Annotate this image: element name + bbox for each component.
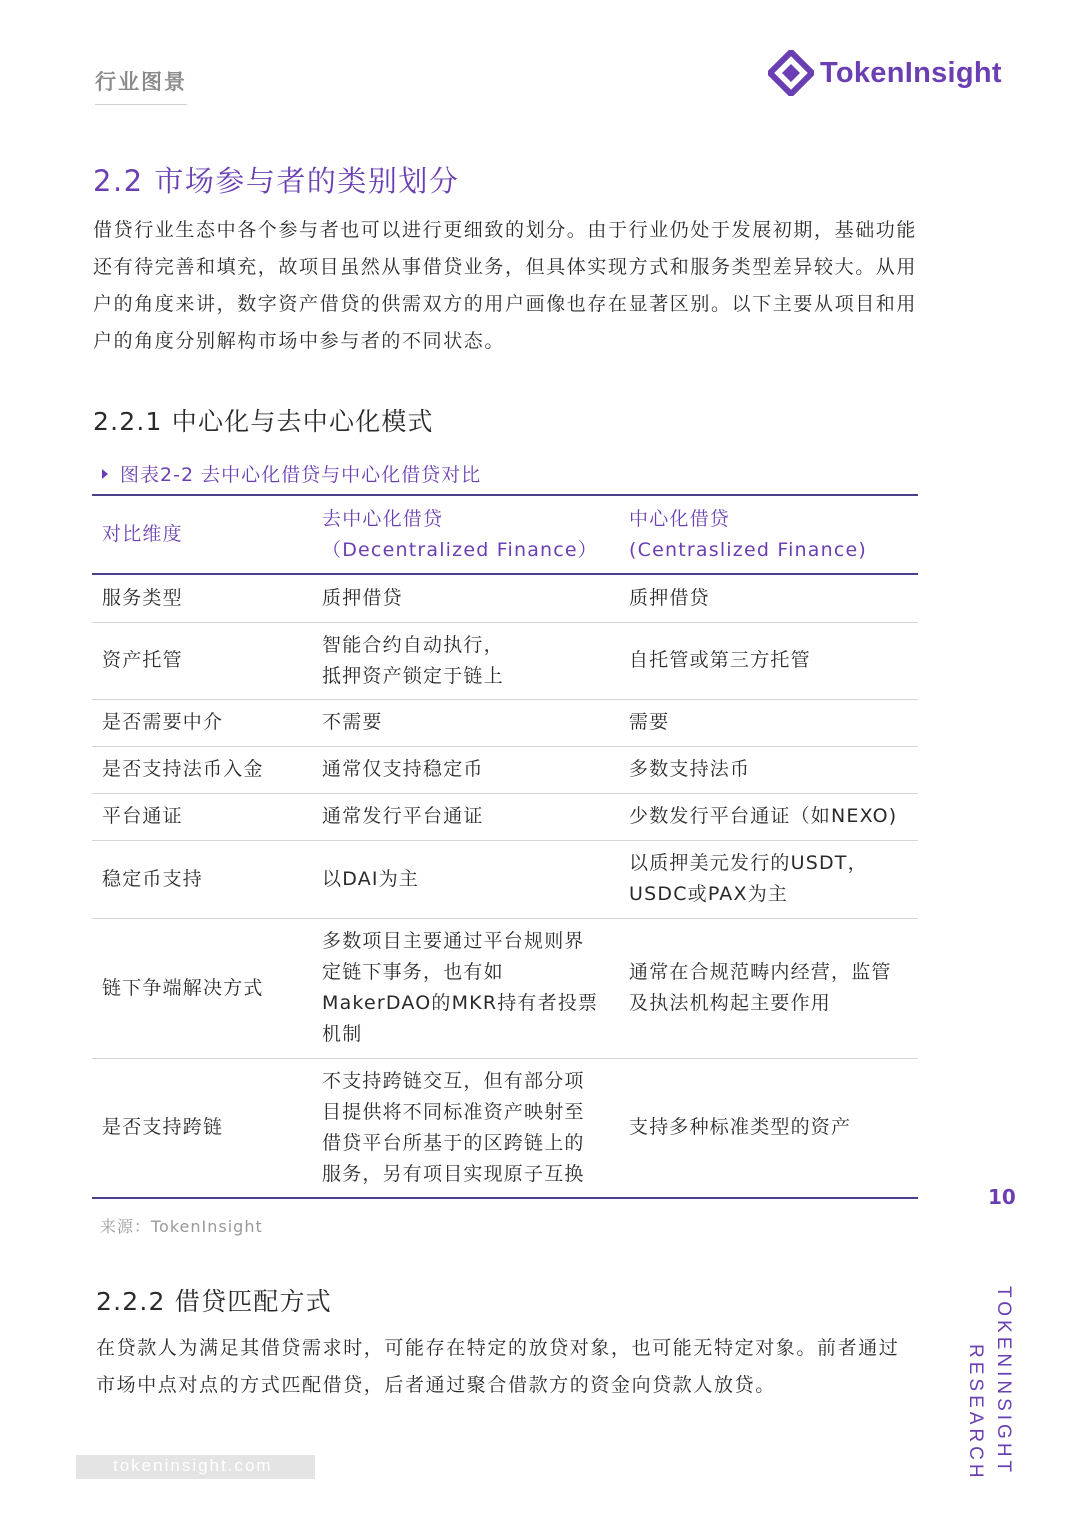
row-centralized: 多数支持法币 xyxy=(619,746,918,793)
row-dimension: 链下争端解决方式 xyxy=(92,918,312,1058)
row-dimension: 服务类型 xyxy=(92,574,312,622)
comparison-table xyxy=(92,494,918,1199)
row-decentralized: 智能合约自动执行， 抵押资产锁定于链上 xyxy=(312,622,619,699)
row-decentralized: 以DAI为主 xyxy=(312,840,619,918)
logo-text: TokenInsight xyxy=(820,56,1002,89)
table-header-row xyxy=(92,495,918,574)
side-label-research: RESEARCH xyxy=(965,1344,986,1482)
table-row xyxy=(92,793,918,840)
subsection-title-matching: 2.2.2 借贷匹配方式 xyxy=(96,1287,332,1316)
page-number: 10 xyxy=(988,1185,1016,1209)
matching-paragraph: 在贷款人为满足其借贷需求时，可能存在特定的放贷对象，也可能无特定对象。前者通过市场中点对点的方式匹配借贷，后者通过聚合借款方的资金向贷款人放贷。 xyxy=(96,1337,900,1396)
header-centralized: 中心化借贷 (Centraslized Finance) xyxy=(619,495,918,574)
row-centralized: 通常在合规范畴内经营，监管 及执法机构起主要作用 xyxy=(619,918,918,1058)
table-row xyxy=(92,622,918,699)
row-decentralized: 不支持跨链交互，但有部分项 目提供将不同标准资产映射至 借贷平台所基于的区跨链上的 服务，另有项目实现原子互换 xyxy=(312,1058,619,1198)
row-dimension: 平台通证 xyxy=(92,793,312,840)
row-centralized: 支持多种标准类型的资产 xyxy=(619,1058,918,1198)
row-centralized: 少数发行平台通证（如NEXO) xyxy=(619,793,918,840)
table-row xyxy=(92,699,918,746)
source-note: 来源：TokenInsight xyxy=(100,1217,263,1236)
header-dimension: 对比维度 xyxy=(92,495,312,574)
table-row xyxy=(92,840,918,918)
header-decentralized: 去中心化借贷 （Decentralized Finance） xyxy=(312,495,619,574)
row-dimension: 稳定币支持 xyxy=(92,840,312,918)
side-label-tokeninsight: TOKENINSIGHT xyxy=(993,1286,1014,1477)
table-row xyxy=(92,918,918,1058)
tokeninsight-logo-icon xyxy=(768,50,814,96)
table-caption-text: 图表2-2 去中心化借贷与中心化借贷对比 xyxy=(120,464,482,486)
row-decentralized: 不需要 xyxy=(312,699,619,746)
subsection-title-decentralized: 2.2.1 中心化与去中心化模式 xyxy=(93,407,434,436)
footer-url[interactable]: tokeninsight.com xyxy=(113,1456,273,1475)
section-title: 2.2 市场参与者的类别划分 xyxy=(93,164,460,198)
row-decentralized: 通常仅支持稳定币 xyxy=(312,746,619,793)
row-dimension: 是否支持跨链 xyxy=(92,1058,312,1198)
row-centralized: 以质押美元发行的USDT， USDC或PAX为主 xyxy=(619,840,918,918)
table-caption xyxy=(102,460,481,487)
row-decentralized: 通常发行平台通证 xyxy=(312,793,619,840)
header-section-label: 行业图景 xyxy=(95,66,187,105)
row-dimension: 资产托管 xyxy=(92,622,312,699)
logo xyxy=(768,50,1002,96)
table-row xyxy=(92,746,918,793)
table-row xyxy=(92,574,918,622)
row-centralized: 需要 xyxy=(619,699,918,746)
caption-triangle-icon xyxy=(102,469,108,479)
row-centralized: 质押借贷 xyxy=(619,574,918,622)
row-centralized: 自托管或第三方托管 xyxy=(619,622,918,699)
row-decentralized: 多数项目主要通过平台规则界 定链下事务，也有如 MakerDAO的MKR持有者投票 机制 xyxy=(312,918,619,1058)
table-row xyxy=(92,1058,918,1198)
intro-paragraph: 借贷行业生态中各个参与者也可以进行更细致的划分。由于行业仍处于发展初期，基础功能还有待完善和填充，故项目虽然从事借贷业务，但具体实现方式和服务类型差异较大。从用户的角度来讲，数字资产借贷的供需双方的用户画像也存在显著区别。以下主要从项目和用户的角度分别解构市场中参与者的不同状态。 xyxy=(93,219,918,352)
row-dimension: 是否支持法币入金 xyxy=(92,746,312,793)
row-decentralized: 质押借贷 xyxy=(312,574,619,622)
row-dimension: 是否需要中介 xyxy=(92,699,312,746)
